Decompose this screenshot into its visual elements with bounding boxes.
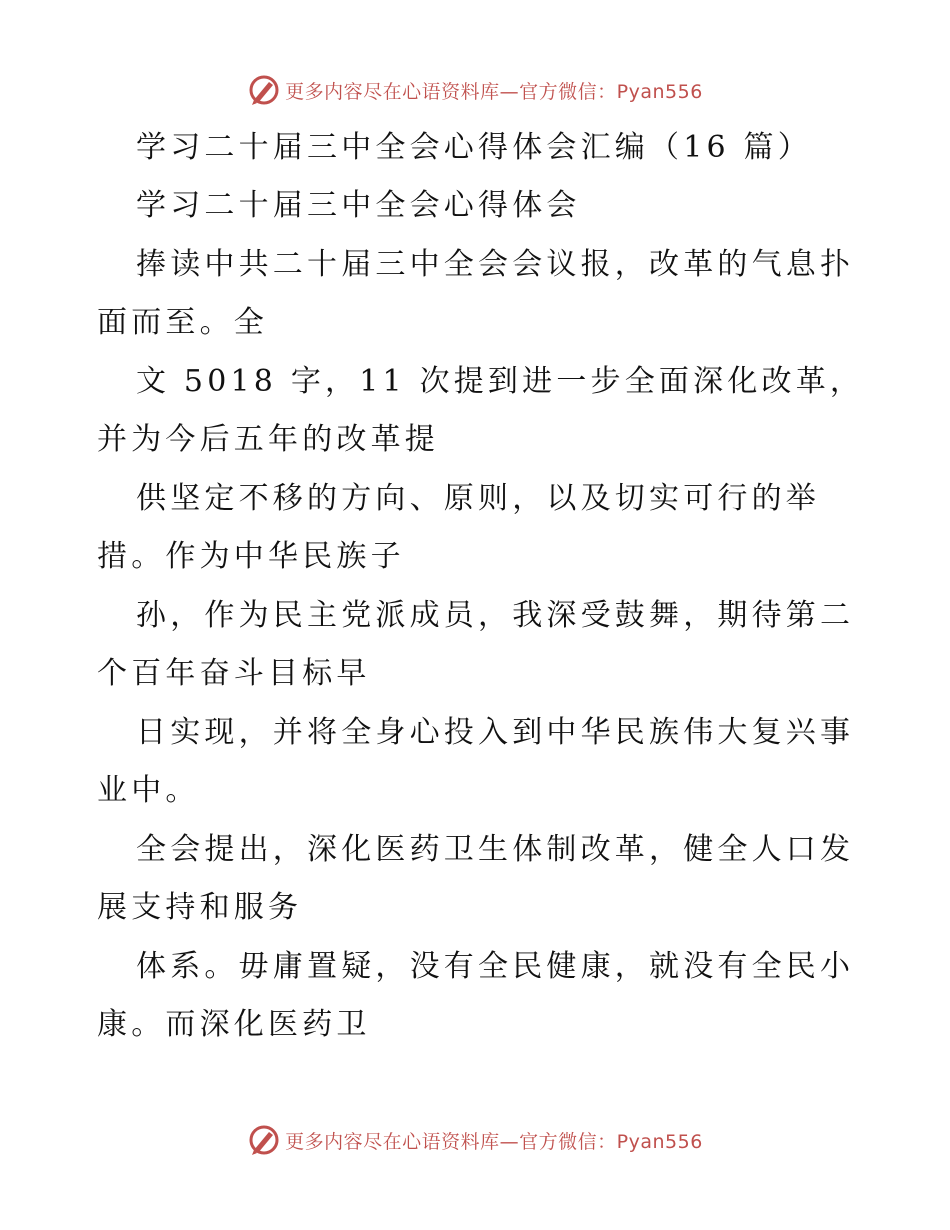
- paragraph-line: 个百年奋斗目标早: [97, 656, 371, 691]
- paragraph-line: 康。而深化医药卫: [97, 1007, 371, 1042]
- footer-watermark: [0, 1120, 950, 1160]
- paragraph-line: 孙，作为民主党派成员，我深受鼓舞，期待第二: [136, 598, 855, 633]
- document-title: 学习二十届三中全会心得体会汇编（16 篇）: [136, 130, 812, 165]
- paragraph-line: 业中。: [97, 773, 200, 808]
- paragraph-line: 文 5018 字，11 次提到进一步全面深化改革，: [136, 364, 865, 399]
- watermark-contact: 官方微信：Pyan556: [519, 80, 703, 103]
- watermark-main: 更多内容尽在心语资料库: [285, 1130, 500, 1153]
- paragraph-line: 体系。毋庸置疑，没有全民健康，就没有全民小: [136, 949, 855, 984]
- watermark-contact: 官方微信：Pyan556: [519, 1130, 703, 1153]
- paragraph-line: 日实现，并将全身心投入到中华民族伟大复兴事: [136, 715, 855, 750]
- watermark-separator: —: [499, 80, 520, 103]
- paragraph-line: 并为今后五年的改革提: [97, 422, 439, 457]
- watermark-separator: —: [499, 1130, 520, 1153]
- pen-logo-icon: [247, 1123, 281, 1157]
- paragraph-line: 面而至。全: [97, 305, 268, 340]
- paragraph-line: 全会提出，深化医药卫生体制改革，健全人口发: [136, 832, 855, 867]
- watermark-text: [285, 77, 703, 104]
- document-subtitle: 学习二十届三中全会心得体会: [136, 188, 581, 223]
- paragraph-line: 供坚定不移的方向、原则，以及切实可行的举: [136, 481, 820, 516]
- header-watermark: [0, 70, 950, 110]
- pen-logo-icon: [247, 73, 281, 107]
- paragraph-line: 捧读中共二十届三中全会会议报，改革的气息扑: [136, 247, 855, 282]
- watermark-text: [285, 1127, 703, 1154]
- paragraph-line: 措。作为中华民族子: [97, 539, 405, 574]
- watermark-main: 更多内容尽在心语资料库: [285, 80, 500, 103]
- paragraph-line: 展支持和服务: [97, 890, 303, 925]
